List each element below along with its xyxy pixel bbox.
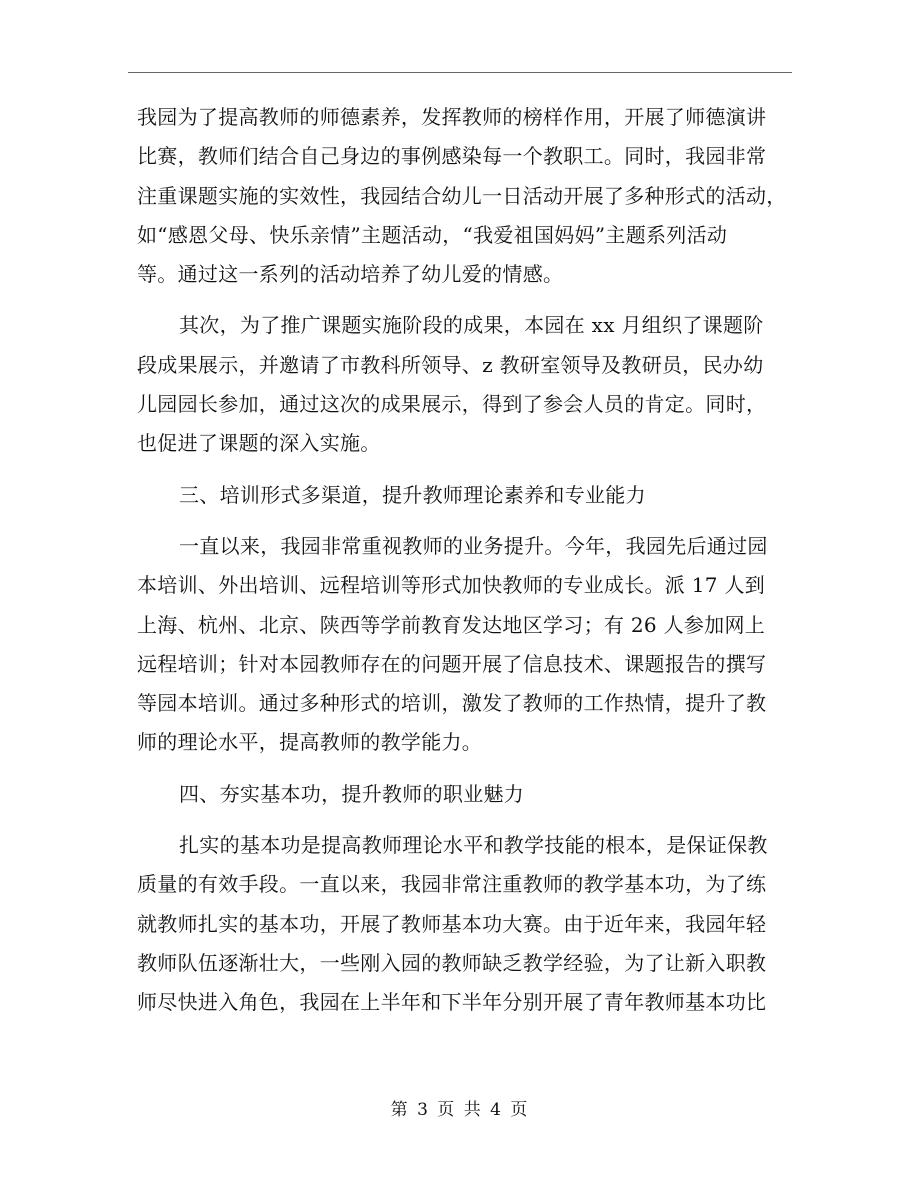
paragraph-gap <box>137 515 809 527</box>
text-line: 就教师扎实的基本功，开展了教师基本功大赛。由于近年来，我园年轻 <box>137 911 767 936</box>
paragraph-1 <box>137 98 809 294</box>
text-line: 等园本培训。通过多种形式的培训，激发了教师的工作热情，提升了教 <box>137 691 767 716</box>
text-line: 一直以来，我园非常重视教师的业务提升。今年，我园先后通过园 <box>179 533 768 558</box>
paragraph-gap <box>137 464 809 476</box>
text-line: 等。通过这一系列的活动培养了幼儿爱的情感。 <box>137 262 564 287</box>
section-heading-3 <box>137 476 809 515</box>
text-line: 儿园园长参加，通过这次的成果展示，得到了参会人员的肯定。同时， <box>137 392 767 417</box>
text-line: 本培训、外出培训、远程培训等形式加快教师的专业成长。派 17 人到 <box>137 573 766 598</box>
text-line: 也促进了课题的深入实施。 <box>137 431 381 456</box>
page-number: 第 3 页 共 4 页 <box>390 1100 530 1120</box>
header-rule <box>128 72 792 73</box>
text-line: 上海、杭州、北京、陕西等学前教育发达地区学习；有 26 人参加网上 <box>137 612 766 637</box>
text-line: 质量的有效手段。一直以来，我园非常注重教师的教学基本功，为了练 <box>137 872 767 897</box>
paragraph-gap <box>137 294 809 306</box>
paragraph-2 <box>137 306 809 463</box>
text-line: 扎实的基本功是提高教师理论水平和教学技能的根本，是保证保教 <box>179 833 768 858</box>
paragraph-gap <box>137 814 809 826</box>
paragraph-4 <box>137 826 809 1022</box>
text-line: 如“感恩父母、快乐亲情”主题活动，“我爱祖国妈妈”主题系列活动 <box>137 222 728 247</box>
text-line: 教师队伍逐渐壮大，一些刚入园的教师缺乏教学经验，为了让新入职教 <box>137 950 767 975</box>
paragraph-gap <box>137 763 809 775</box>
text-line: 师尽快进入角色，我园在上半年和下半年分别开展了青年教师基本功比 <box>137 990 767 1015</box>
document-body <box>137 98 809 1023</box>
section-heading: 三、培训形式多渠道，提升教师理论素养和专业能力 <box>179 482 646 507</box>
section-heading-4 <box>137 775 809 814</box>
paragraph-3 <box>137 527 809 763</box>
text-line: 注重课题实施的实效性，我园结合幼儿一日活动开展了多种形式的活动， <box>137 183 787 208</box>
text-line: 其次，为了推广课题实施阶段的成果，本园在 xx 月组织了课题阶 <box>179 313 764 338</box>
text-line: 比赛，教师们结合自己身边的事例感染每一个教职工。同时，我园非常 <box>137 144 767 169</box>
section-heading: 四、夯实基本功，提升教师的职业魅力 <box>179 781 525 806</box>
text-line: 段成果展示，并邀请了市教科所领导、z 教研室领导及教研员，民办幼 <box>137 352 764 377</box>
text-line: 远程培训；针对本园教师存在的问题开展了信息技术、课题报告的撰写 <box>137 651 767 676</box>
text-line: 我园为了提高教师的师德素养，发挥教师的榜样作用，开展了师德演讲 <box>137 105 767 129</box>
text-line: 师的理论水平，提高教师的教学能力。 <box>137 730 483 755</box>
